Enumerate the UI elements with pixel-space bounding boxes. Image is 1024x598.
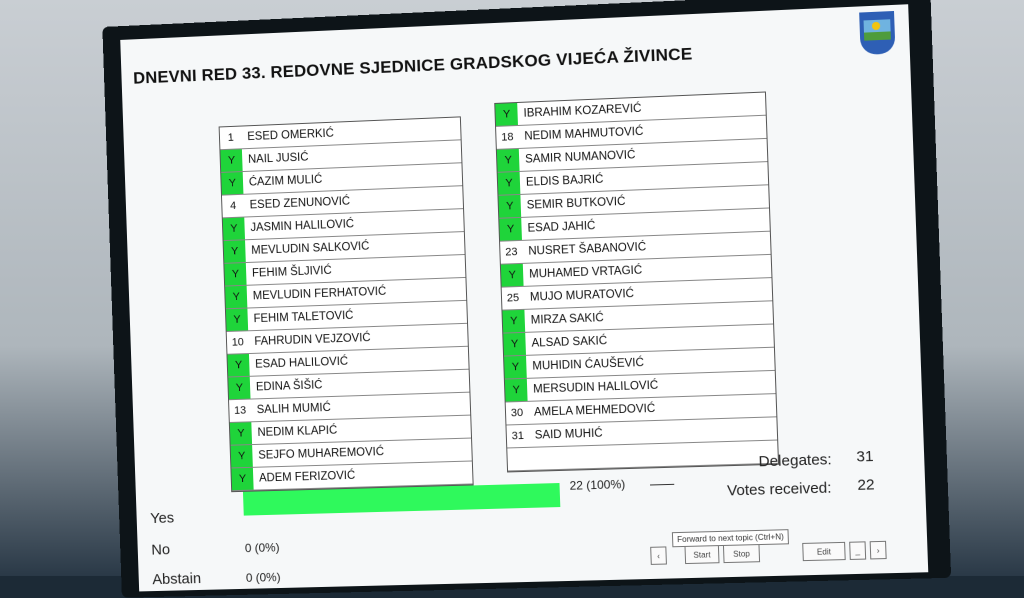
delegate-name: IBRAHIM KOZAREVIĆ: [523, 102, 642, 120]
delegate-name: ALSAD SAKIĆ: [531, 335, 608, 350]
delegate-name: NAIL JUSIĆ: [247, 151, 309, 166]
vote-mark: Y: [501, 264, 524, 287]
votes-received-label: Votes received:: [726, 479, 832, 500]
abstain-label: Abstain: [152, 570, 202, 589]
city-emblem-icon: [859, 11, 895, 55]
vote-mark: Y: [220, 149, 242, 172]
delegate-name: ESED OMERKIĆ: [247, 127, 335, 144]
delegate-name: FEHIM TALETOVIĆ: [253, 309, 354, 326]
vote-mark: Y: [226, 309, 248, 331]
tooltip: Forward to next topic (Ctrl+N): [672, 529, 789, 547]
vote-mark: Y: [504, 356, 527, 379]
monitor-bezel: [102, 0, 951, 598]
delegate-name: JASMIN HALILOVIĆ: [250, 218, 355, 235]
delegate-name: SEMIR BUTKOVIĆ: [526, 195, 626, 212]
vote-mark: 25: [506, 292, 520, 305]
delegate-name: MIRZA SAKIĆ: [530, 312, 604, 327]
delegates-label: Delegates:: [758, 451, 832, 471]
vote-mark: Y: [224, 240, 246, 263]
vote-mark: Y: [498, 195, 521, 218]
delegate-name: FEHIM ŠLJIVIĆ: [251, 264, 332, 280]
vote-mark: 10: [231, 336, 244, 349]
votes-received-count: 22: [857, 476, 875, 494]
vote-mark: Y: [221, 172, 243, 195]
delegate-name: AMELA MEHMEDOVIĆ: [533, 402, 656, 419]
delegate-name: ESAD HALILOVIĆ: [255, 355, 349, 371]
vote-mark: Y: [503, 333, 526, 356]
delegate-name: SAID MUHIĆ: [534, 427, 603, 442]
delegate-name: ELDIS BAJRIĆ: [525, 173, 604, 189]
vote-mark: Y: [502, 310, 525, 333]
delegate-name: SAMIR NUMANOVIĆ: [524, 149, 636, 166]
vote-mark: Y: [505, 379, 528, 402]
agenda-title: DNEVNI RED 33. REDOVNE SJEDNICE GRADSKOG VIJEĆA ŽIVINCE: [132, 44, 693, 88]
delegate-list-right: [494, 91, 779, 472]
yes-label: Yes: [149, 509, 175, 528]
delegate-name: MEVLUDIN SALKOVIĆ: [251, 240, 370, 257]
edit-button[interactable]: Edit: [802, 542, 846, 561]
delegate-name: EDINA ŠIŠIĆ: [255, 379, 323, 394]
abstain-count: 0 (0%): [245, 570, 281, 585]
vote-mark: 18: [501, 131, 514, 144]
divider: [650, 484, 674, 486]
delegate-name: MERSUDIN HALILOVIĆ: [532, 379, 659, 396]
vote-mark: 31: [511, 429, 525, 443]
delegates-count: 31: [856, 447, 874, 466]
yes-count: 22 (100%): [569, 477, 626, 493]
delegate-list-left: [219, 116, 474, 492]
delegate-name: MUHAMED VRTAGIĆ: [528, 264, 643, 281]
delegate-name: NUSRET ŠABANOVIĆ: [528, 241, 647, 258]
vote-mark: Y: [228, 377, 250, 399]
vote-mark: Y: [224, 263, 246, 286]
vote-mark: Y: [498, 172, 521, 195]
vote-mark: Y: [225, 286, 247, 309]
vote-mark: Y: [499, 218, 522, 241]
delegate-name: FAHRUDIN VEJZOVIĆ: [254, 332, 371, 348]
vote-mark: [507, 448, 530, 471]
delegate-name: MEVLUDIN FERHATOVIĆ: [252, 285, 387, 303]
delegate-name: MUJO MURATOVIĆ: [529, 287, 635, 304]
delegate-name: SEJFO MUHAREMOVIĆ: [258, 446, 385, 462]
vote-mark: Y: [497, 149, 520, 172]
voting-screen: [120, 4, 928, 591]
minimize-icon[interactable]: _: [849, 541, 866, 560]
chevron-right-icon[interactable]: ›: [870, 541, 887, 560]
stop-button[interactable]: Stop: [723, 544, 760, 563]
delegate-name: ESED ZENUNOVIĆ: [249, 195, 351, 212]
start-button[interactable]: Start: [684, 545, 719, 564]
vote-mark: 23: [505, 246, 518, 259]
delegate-name: ĆAZIM MULIĆ: [248, 173, 323, 189]
vote-mark: Y: [227, 354, 249, 376]
vote-mark: 1: [227, 131, 234, 144]
delegate-name: ESAD JAHIĆ: [527, 220, 596, 235]
vote-mark: Y: [230, 422, 252, 444]
vote-mark: Y: [231, 445, 253, 467]
delegate-name: NEDIM MAHMUTOVIĆ: [524, 125, 644, 143]
vote-mark: 4: [229, 200, 237, 213]
delegate-name: NEDIM KLAPIĆ: [257, 424, 338, 439]
no-count: 0 (0%): [244, 540, 280, 556]
chevron-left-icon[interactable]: ‹: [650, 546, 667, 564]
vote-mark: 30: [510, 406, 524, 420]
delegate-name: MUHIDIN ĆAUŠEVIĆ: [532, 357, 645, 373]
vote-mark: Y: [495, 103, 518, 126]
vote-mark: 13: [233, 404, 247, 417]
delegate-name: ADEM FERIZOVIĆ: [258, 469, 356, 485]
delegate-name: SALIH MUMIĆ: [256, 401, 331, 417]
no-label: No: [151, 541, 171, 559]
vote-mark: Y: [231, 468, 253, 490]
vote-mark: Y: [223, 218, 245, 241]
